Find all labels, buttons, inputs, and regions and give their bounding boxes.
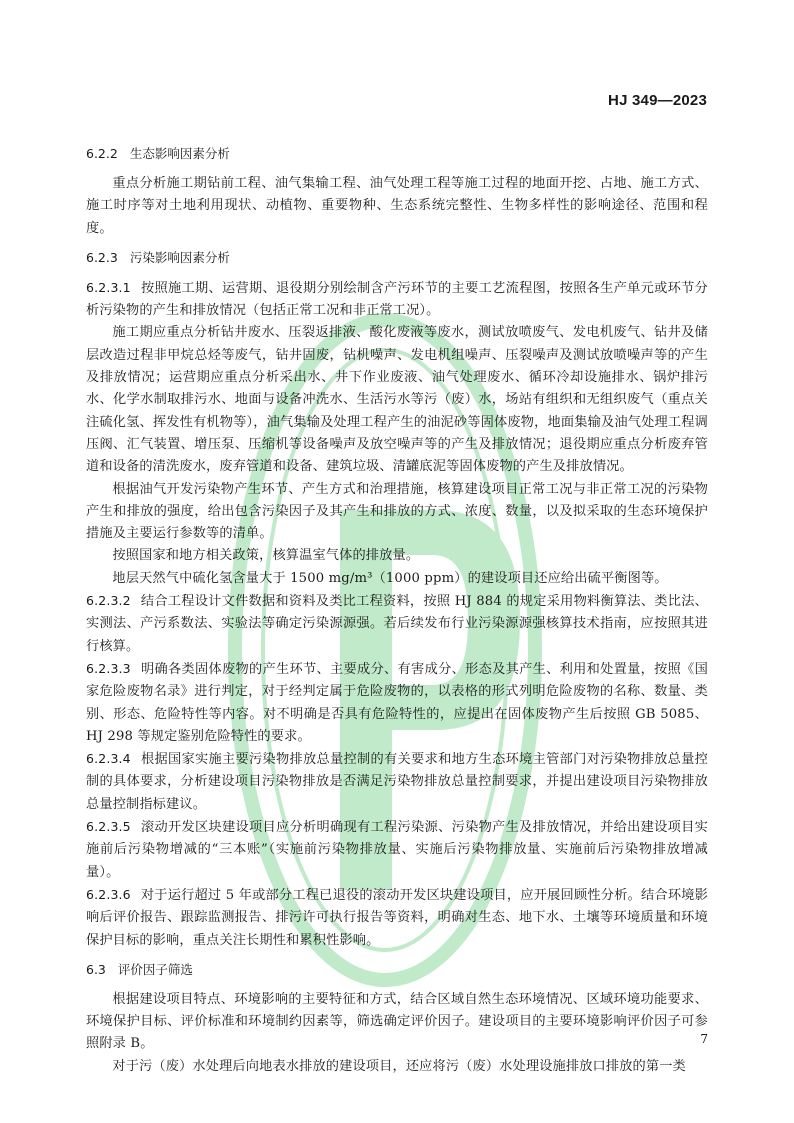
- paragraph: 根据建设项目特点、环境影响的主要特征和方式，结合区域自然生态环境情况、区域环境功能要求、环境保护目标、评价标准和环境制约因素等，筛选确定评价因子。建设项目的主要环境影响评价因子可参照附录 B。: [86, 991, 708, 1052]
- section-title: 生态影响因素分析: [129, 146, 230, 161]
- clause-text: 根据国家实施主要污染物排放总量控制的有关要求和地方生态环境主管部门对污染物排放总量控制的具体要求，分析建设项目污染物排放是否满足污染物排放总量控制要求，并提出建设项目污染物排放总量控制指标建议。: [86, 752, 708, 812]
- clause-text: 滚动开发区块建设项目应分析明确现有工程污染源、污染物产生及排放情况，并给出建设项目实施前后污染物增减的“三本账”（实施前污染物排放量、实施后污染物排放量、实施前后污染物排放增减量）。: [86, 820, 708, 880]
- document-body: [86, 143, 708, 1078]
- paragraph: 重点分析施工期钻前工程、油气集输工程、油气处理工程等施工过程的地面开挖、占地、施工方式、施工时序等对土地利用现状、动植物、重要物种、生态系统完整性、生物多样性的影响途径、范围和程度。: [86, 176, 708, 236]
- section-heading-6-3: [86, 959, 708, 981]
- clause-6-2-3-3: [86, 658, 708, 748]
- paragraph: 按照国家和地方相关政策，核算温室气体的排放量。: [112, 548, 420, 564]
- section-title: 污染影响因素分析: [129, 249, 230, 265]
- page-number: 7: [700, 1032, 708, 1046]
- paragraph: 施工期应重点分析钻井废水、压裂返排液、酸化废液等废水，测试放喷废气、发电机废气、钻井及储层改造过程非甲烷总烃等废气，钻井固废，钻机噪声、发电机组噪声、压裂噪声及测试放喷噪声等的产生及排放情况；运营期应重点分析采出水、井下作业废液、油气处理废水、循环冷却设施排水、锅炉排污水、化学水制取排污水、地面与设备冲洗水、生活污水等污（废）水，场站有组织和无组织废气（重点关注硫化氢、挥发性有机物等），油气集输及处理工程产生的油泥砂等固体废物，地面集输及油气处理工程调压阀、汇气装置、增压泵、压缩机等设备噪声及放空噪声等的产生及排放情况；退役期应重点分析废弃管道和设备的清洗废水，废弃管道和设备、建筑垃圾、清罐底泥等固体废物的产生及排放情况。: [86, 325, 708, 475]
- paragraph: 对于污（废）水处理后向地表水排放的建设项目，还应将污（废）水处理设施排放口排放的第一类: [112, 1058, 686, 1074]
- section-number: 6.2.3: [86, 249, 118, 265]
- clause-text: 按照施工期、运营期、退役期分别绘制含产污环节的主要工艺流程图，按照各生产单元或环节分析污染物的产生和排放情况（包括正常工况和非正常工况）。: [86, 280, 708, 319]
- clause-6-2-3-2: [86, 590, 708, 658]
- section-heading-6-2-2: [86, 143, 708, 165]
- clause-number: 6.2.3.2: [86, 593, 131, 609]
- paragraph: 根据油气开发污染物产生环节、产生方式和治理措施，核算建设项目正常工况与非正常工况的污染物产生和排放的强度，给出包含污染因子及其产生和排放的方式、浓度、数量，以及拟采取的生态环境保护措施及主要运行参数等的清单。: [86, 481, 708, 542]
- clause-6-2-3-5: [86, 816, 708, 884]
- clause-number: 6.2.3.6: [86, 886, 131, 902]
- clause-number: 6.2.3.1: [86, 279, 131, 295]
- clause-6-2-3-1: [86, 277, 708, 323]
- clause-6-2-3-4: [86, 748, 708, 816]
- clause-number: 6.2.3.5: [86, 819, 131, 835]
- clause-text: 明确各类固体废物的产生环节、主要成分、有害成分、形态及其产生、利用和处置量，按照《国家危险废物名录》进行判定，对于经判定属于危险废物的，以表格的形式列明危险废物的名称、数量、类别、形态、危险特性等内容。对不明确是否具有危险特性的，应提出在固体废物产生后按照 GB 5085、HJ 298 等规定鉴别危险特性的要求。: [86, 661, 708, 744]
- section-number: 6.3: [86, 961, 106, 977]
- clause-number: 6.2.3.4: [86, 751, 131, 767]
- section-title: 评价因子筛选: [117, 961, 193, 977]
- section-number: 6.2.2: [86, 146, 118, 161]
- section-heading-6-2-3: [86, 247, 708, 269]
- paragraph: 地层天然气中硫化氢含量大于 1500 mg/m³（1000 ppm）的建设项目还应给出硫平衡图等。: [112, 570, 668, 586]
- standard-number: HJ 349—2023: [608, 92, 707, 109]
- clause-text: 结合工程设计文件数据和资料及类比工程资料，按照 HJ 884 的规定采用物料衡算法、类比法、实测法、产污系数法、实验法等确定污染源源强。若后续发布行业污染源源强核算技术指南，应按照其进行核算。: [86, 594, 708, 654]
- clause-6-2-3-6: [86, 884, 708, 952]
- clause-number: 6.2.3.3: [86, 660, 131, 676]
- clause-text: 对于运行超过 5 年或部分工程已退役的滚动开发区块建设项目，应开展回顾性分析。结合环境影响后评价报告、跟踪监测报告、排污许可执行报告等资料，明确对生态、地下水、土壤等环境质量和环境保护目标的影响，重点关注长期性和累积性影响。: [86, 887, 708, 948]
